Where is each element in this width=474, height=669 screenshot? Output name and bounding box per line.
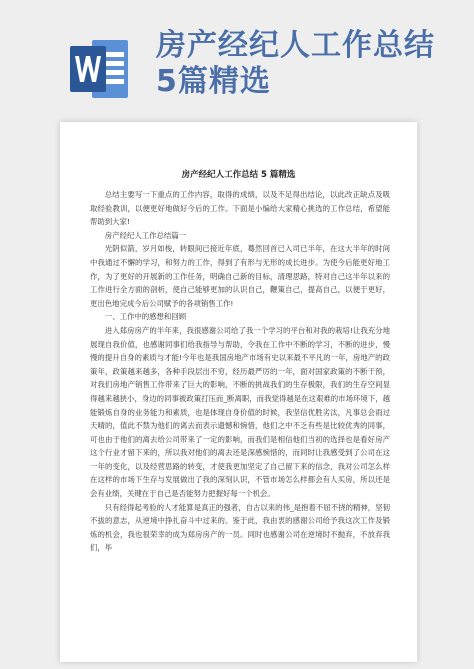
document-page	[60, 122, 417, 662]
section-heading: 房产经纪人工作总结篇一	[104, 230, 187, 240]
banner-title: 房产经纪人工作总结5篇精选	[156, 28, 435, 99]
document-title: 房产经纪人工作总结 5 篇精选	[181, 170, 296, 180]
body-paragraph: 进入郑房房产的半年来，我很感谢公司给了我一个学习的平台和对我的栽培!让我充分地展现自我价值，也感谢同事们给我指导与帮助，令我在工作中不断的学习，不断的进步，慢慢的提升自身的素质与才能!今年也是我国房地产市场有史以来最不平凡的一年，房地产的政策年，政策越来越多，各种手段层出不穷，经历最严厉的一年，面对国家政策的不断干预，对我们房地产销售工作带来了巨大的影响，不断的挑战我们的生存极限，我们的生存空间显得越来越狭小，身边的同事被政策打压而_断离职，而我觉得越是在这艰难的市场环境下，越能锻炼自身的业务能力和素质，也是体现自身价值的时候，我坚信优胜劣汰，凡事总会雨过天晴的，值此不禁为他们的离去而表示遗憾和惋惜，他们之中不乏有些是比较优秀的同事，可也由于他们的离去给公司带来了一定的影响，而我们是相信他们当初的选择也是看好房产这个行业才留下来的，所以我对他们的离去还是深感惋惜的，而同时让我感受到了公司在这一年的变化，以及经营思路的转变，才使我更加坚定了自己留下来的信念，我对公司怎么样在这样的市场下生存与发展做出了我的深刻认识，不管市场怎么样都会有人买房，所以还是会有业绩，关键在于自己是否能努力把握好每一个机会。	[90, 325, 390, 499]
subsection-heading: 一、工作中的感想和回顾	[104, 312, 187, 322]
body-paragraph: 只有经得起考验的人才能算是真正的强者，自古以来的伟_是抱着不屈不挠的精神，坚韧不拔的意志，从逆境中挣扎奋斗中过来的。鉴于此，我由衷的感谢公司给予我这次工作及锻炼的机会，我也很荣幸的成为郑房房产的一员。同时也感谢公司在逆境时不抛弃，不放弃我们，毕	[90, 502, 390, 553]
body-paragraph: 光阴似箭，岁月如梭，转眼间已接近年底，蓦然回首已入司已半年，在这大半年的时间中我通过不懈的学习，和努力的工作，得到了有形与无形的成长进步。为使今后能更好地工作，为了更好的开展新的工作任务，明确自己新的目标，清理思路，特对自己这半年以来的工作进行全方面的剖析，使自己能够更加的认识自己，鞭策自己，提高自己，以便于更好，更出色地完成今后公司赋予的各项销售工作!	[90, 244, 390, 308]
intro-paragraph: 总结主要写一下重点的工作内容，取得的成绩，以及不足得出结论，以此改正缺点及吸取经验教训，以便更好地做好今后的工作。下面是小编给大家精心挑选的工作总结，希望能帮助到大家!	[90, 190, 390, 227]
document-body	[90, 188, 390, 555]
word-doc-icon	[70, 38, 128, 100]
